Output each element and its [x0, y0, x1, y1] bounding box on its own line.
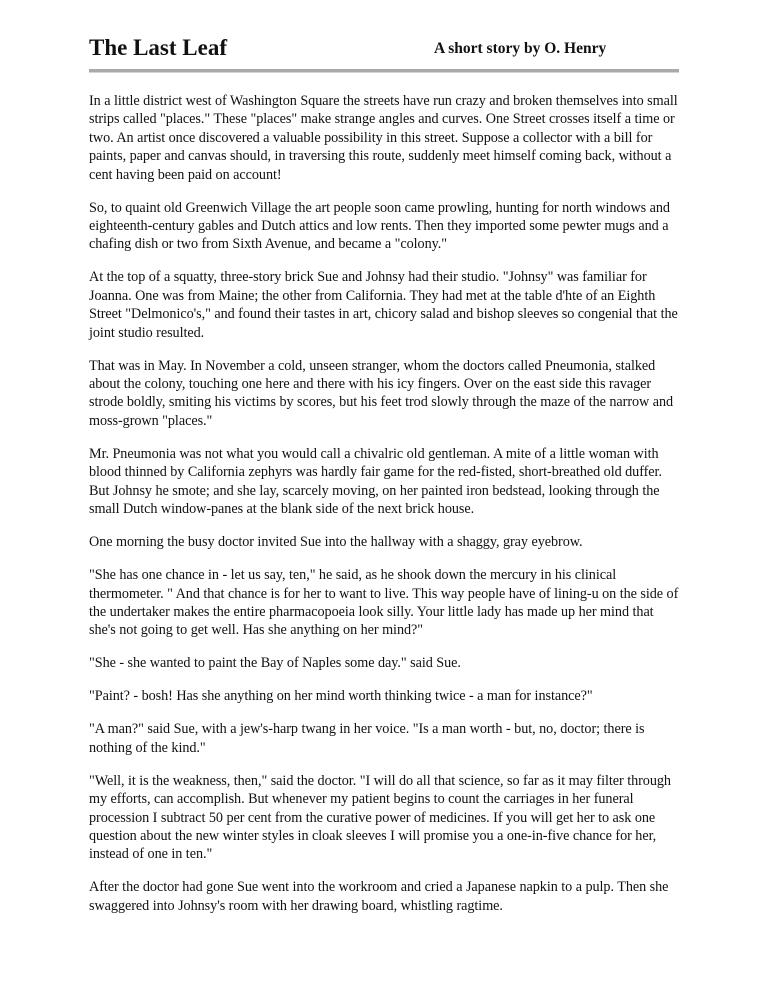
paragraph: So, to quaint old Greenwich Village the art people soon came prowling, hunting for north windows and eighteenth-century gables and Dutch attics and low rents. Then they imported some pewter mugs and a chafing dish or two from Sixth Avenue, and became a "colony.": [89, 199, 670, 253]
story-body: [89, 92, 681, 930]
page-header: [89, 34, 679, 66]
document-byline: A short story by O. Henry: [434, 40, 607, 57]
paragraph: "A man?" said Sue, with a jew's-harp twang in her voice. "Is a man worth - but, no, doctor; there is nothing of the kind.": [89, 721, 645, 756]
paragraph: "She - she wanted to paint the Bay of Naples some day." said Sue.: [89, 655, 461, 672]
header-divider: [89, 69, 679, 73]
document-title: The Last Leaf: [89, 35, 227, 60]
paragraph: In a little district west of Washington Square the streets have run crazy and broken themselves into small strips called "places." These "places" make strange angles and curves. One Street crosses itself a time or two. An artist once discovered a valuable possibility in this street. Suppose a collector with a bill for paints, paper and canvas should, in traversing this route, suddenly meet himself coming back, without a cent having been paid on account!: [89, 93, 678, 183]
paragraph: Mr. Pneumonia was not what you would call a chivalric old gentleman. A mite of a little woman with blood thinned by California zephyrs was hardly fair game for the red-fisted, short-breathed old duffer. But Johnsy he smote; and she lay, scarcely moving, on her painted iron bedstead, looking through the small Dutch window-panes at the blank side of the next brick house.: [89, 445, 662, 518]
paragraph: "Well, it is the weakness, then," said the doctor. "I will do all that science, so far as it may filter through my efforts, can accomplish. But whenever my patient begins to count the carriages in her funeral procession I subtract 50 per cent from the curative power of medicines. If you will get her to ask one question about the new winter styles in cloak sleeves I will promise you a one-in-five chance for her, instead of one in ten.": [89, 772, 671, 863]
paragraph: "She has one chance in - let us say, ten," he said, as he shook down the mercury in his clinical thermometer. " And that chance is for her to want to live. This way people have of lining-u on the side of the undertaker makes the entire pharmacopoeia look silly. Your little lady has made up her mind that she's not going to get well. Has she anything on her mind?": [89, 567, 679, 639]
paragraph: That was in May. In November a cold, unseen stranger, whom the doctors called Pneumonia, stalked about the colony, touching one here and there with his icy fingers. Over on the east side this ravager strode boldly, smiting his victims by scores, but his feet trod slowly through the maze of the narrow and moss-grown "places.": [89, 357, 674, 429]
paragraph: One morning the busy doctor invited Sue into the hallway with a shaggy, gray eyebrow.: [89, 534, 583, 551]
paragraph: "Paint? - bosh! Has she anything on her mind worth thinking twice - a man for instance?": [89, 688, 593, 705]
paragraph: At the top of a squatty, three-story brick Sue and Johnsy had their studio. "Johnsy" was familiar for Joanna. One was from Maine; the other from California. They had met at the table d'hte of an Eighth Street "Delmonico's," and found their tastes in art, chicory salad and bishop sleeves so congenial that the joint studio resulted.: [89, 269, 678, 341]
paragraph: After the doctor had gone Sue went into the workroom and cried a Japanese napkin to a pulp. Then she swaggered into Johnsy's room with her drawing board, whistling ragtime.: [89, 879, 669, 914]
